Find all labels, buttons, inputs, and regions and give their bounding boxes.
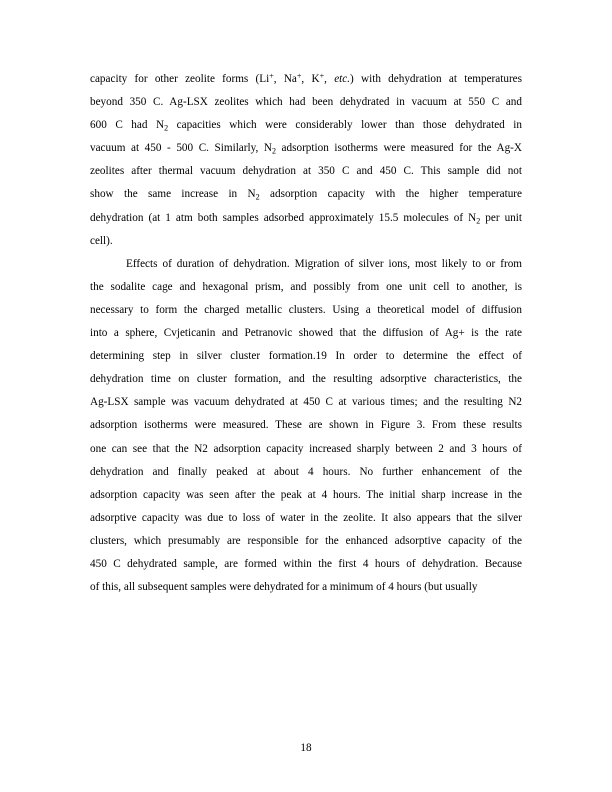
text-line bbox=[90, 391, 522, 414]
body-text bbox=[90, 68, 522, 599]
text-run: determining step in silver cluster formation.19 In order to determine the effect of bbox=[90, 350, 522, 363]
text-line bbox=[90, 576, 522, 599]
text-line bbox=[90, 507, 522, 530]
text-line bbox=[90, 183, 522, 206]
text-line bbox=[90, 230, 522, 253]
text-line bbox=[90, 299, 522, 322]
page-number: 18 bbox=[300, 742, 312, 754]
superscript: + bbox=[269, 71, 274, 81]
text-line bbox=[90, 530, 522, 553]
subscript: 2 bbox=[255, 192, 260, 202]
text-run: adsorption isotherms were measured. These are shown in Figure 3. From these results bbox=[90, 419, 522, 432]
text-run: capacities which were considerably lower than those dehydrated in bbox=[168, 119, 522, 132]
text-line bbox=[90, 553, 522, 576]
text-run: adsorption capacity was seen after the peak at 4 hours. The initial sharp increase in the bbox=[90, 488, 522, 501]
text-line bbox=[90, 137, 522, 160]
text-run: adsorption isotherms were measured for the Ag-X bbox=[275, 142, 522, 155]
paragraph-dehydration-temperature bbox=[90, 68, 522, 253]
text-run: adsorptive capacity was due to loss of water in the zeolite. It also appears that the silver bbox=[90, 511, 522, 524]
text-run: 450 C dehydrated sample, are formed within the first 4 hours of dehydration. Because bbox=[90, 557, 522, 570]
text-run: Effects of duration of dehydration. Migration of silver ions, most likely to or from bbox=[126, 257, 522, 270]
text-run: into a sphere, Cvjeticanin and Petranovic showed that the diffusion of Ag+ is the rate bbox=[90, 327, 522, 340]
text-run: , K bbox=[301, 73, 320, 85]
text-run: of this, all subsequent samples were dehydrated for a minimum of 4 hours (but usually bbox=[90, 581, 478, 594]
superscript: + bbox=[296, 71, 302, 81]
text-line bbox=[90, 160, 522, 183]
text-run: , Na bbox=[273, 73, 297, 85]
text-line bbox=[90, 461, 522, 484]
text-run: ) with dehydration at temperatures bbox=[350, 73, 522, 85]
text-run: cell). bbox=[90, 234, 113, 247]
text-run: capacity for other zeolite forms (Li bbox=[90, 73, 270, 85]
text-line bbox=[90, 438, 522, 461]
text-run: dehydration and finally peaked at about 4 hours. No further enhancement of the bbox=[90, 465, 522, 478]
text-line bbox=[90, 253, 522, 276]
text-run: 600 C had N bbox=[90, 119, 165, 132]
text-run: necessary to form the charged metallic clusters. Using a theoretical model of diffusion bbox=[90, 303, 522, 316]
text-run: the sodalite cage and hexagonal prism, and possibly from one unit cell to another, is bbox=[90, 280, 522, 293]
text-line bbox=[90, 484, 522, 507]
text-line bbox=[90, 322, 522, 345]
italic-text: etc. bbox=[334, 73, 351, 85]
text-run: dehydration (at 1 atm both samples adsorbed approximately 15.5 molecules of N bbox=[90, 211, 477, 224]
text-run: , bbox=[324, 73, 335, 85]
text-line bbox=[90, 368, 522, 391]
paragraph-dehydration-duration bbox=[90, 253, 522, 599]
text-run: adsorption capacity with the higher temperature bbox=[259, 188, 523, 201]
text-line bbox=[90, 114, 522, 137]
text-run: Ag-LSX sample was vacuum dehydrated at 450 C at various times; and the resulting N2 bbox=[90, 396, 522, 409]
text-line bbox=[90, 414, 522, 437]
subscript: 2 bbox=[476, 215, 481, 225]
text-run: vacuum at 450 - 500 C. Similarly, N bbox=[90, 142, 272, 155]
text-line bbox=[90, 207, 522, 230]
text-run: dehydration time on cluster formation, and the resulting adsorptive characteristics, the bbox=[90, 373, 522, 386]
text-line bbox=[90, 276, 522, 299]
text-line bbox=[90, 91, 522, 114]
text-line bbox=[90, 345, 522, 368]
text-line bbox=[90, 68, 522, 91]
subscript: 2 bbox=[164, 123, 169, 133]
text-run: beyond 350 C. Ag-LSX zeolites which had been dehydrated in vacuum at 550 C and bbox=[90, 96, 522, 109]
text-run: show the same increase in N bbox=[90, 188, 256, 201]
text-run: zeolites after thermal vacuum dehydration at 350 C and 450 C. This sample did not bbox=[90, 165, 522, 178]
text-run: clusters, which presumably are responsible for the enhanced adsorptive capacity of the bbox=[90, 534, 522, 547]
text-run: per unit bbox=[480, 211, 522, 224]
subscript: 2 bbox=[271, 146, 276, 156]
superscript: + bbox=[319, 71, 325, 81]
text-run: one can see that the N2 adsorption capacity increased sharply between 2 and 3 hours of bbox=[90, 442, 522, 455]
